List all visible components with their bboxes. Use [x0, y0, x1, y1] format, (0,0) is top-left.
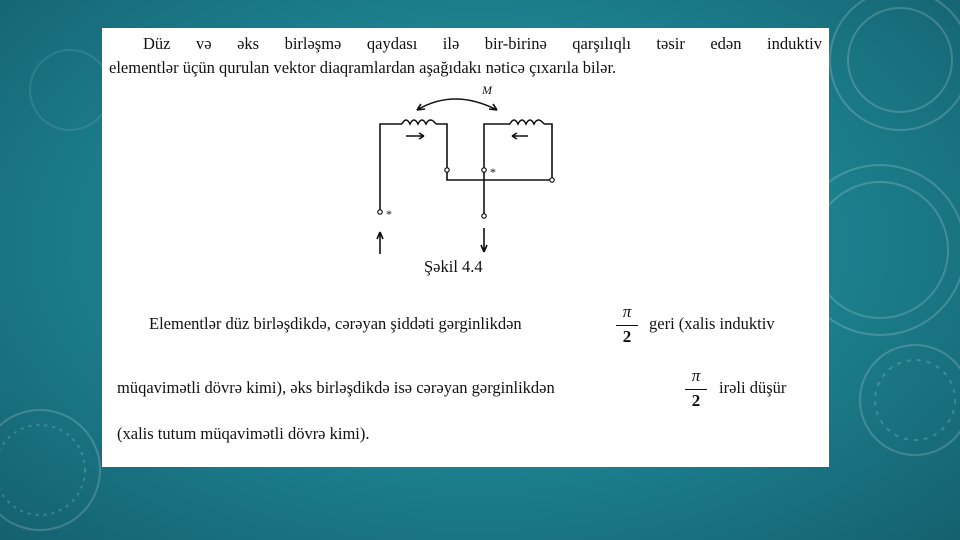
fraction-bar — [685, 389, 707, 390]
conclusion-line-2-end: irəli düşür — [719, 378, 787, 397]
left-coil — [402, 120, 436, 124]
intro-paragraph — [109, 32, 822, 80]
mutual-label: M — [482, 83, 492, 97]
fraction-numerator: π — [622, 302, 632, 321]
left-coil-arrow — [406, 133, 424, 139]
conclusion-line-1-end: geri (xalis induktiv — [649, 314, 775, 333]
intro-line-1: Düz və əks birləşmə qaydası ilə bir-birinə qarşılıqlı təsir edən induktiv — [143, 34, 822, 53]
right-wire — [447, 124, 552, 180]
right-coil — [510, 120, 544, 124]
conclusion-line-3: (xalis tutum müqavimətli dövrə kimi). — [117, 424, 370, 443]
input-arrow — [377, 232, 383, 254]
output-arrow — [481, 228, 487, 252]
right-coil-arrow — [512, 133, 528, 139]
conclusion-line-1-start: Elementlər düz birləşdikdə, cərəyan şiddəti gərginlikdən — [149, 314, 522, 333]
fraction-denominator: 2 — [691, 391, 701, 410]
polarity-star-right: * — [490, 165, 496, 179]
intro-line-2: elementlər üçün qurulan vektor diaqramlardan aşağıdakı nəticə çıxarıla bilər. — [109, 58, 617, 77]
fraction-bar — [616, 325, 638, 326]
fraction-numerator: π — [691, 366, 701, 385]
coupled-inductors-diagram — [372, 82, 562, 278]
fraction-pi-over-2-second — [685, 366, 707, 411]
left-wire — [380, 124, 447, 212]
fraction-denominator: 2 — [622, 327, 632, 346]
mutual-arc — [417, 99, 497, 110]
polarity-star-left: * — [386, 207, 392, 221]
document-page — [102, 28, 829, 467]
fraction-pi-over-2 — [616, 302, 638, 347]
figure-caption: Şəkil 4.4 — [424, 257, 483, 276]
conclusion-line-2-start: müqavimətli dövrə kimi), əks birləşdikdə isə cərəyan gərginlikdən — [117, 378, 555, 397]
